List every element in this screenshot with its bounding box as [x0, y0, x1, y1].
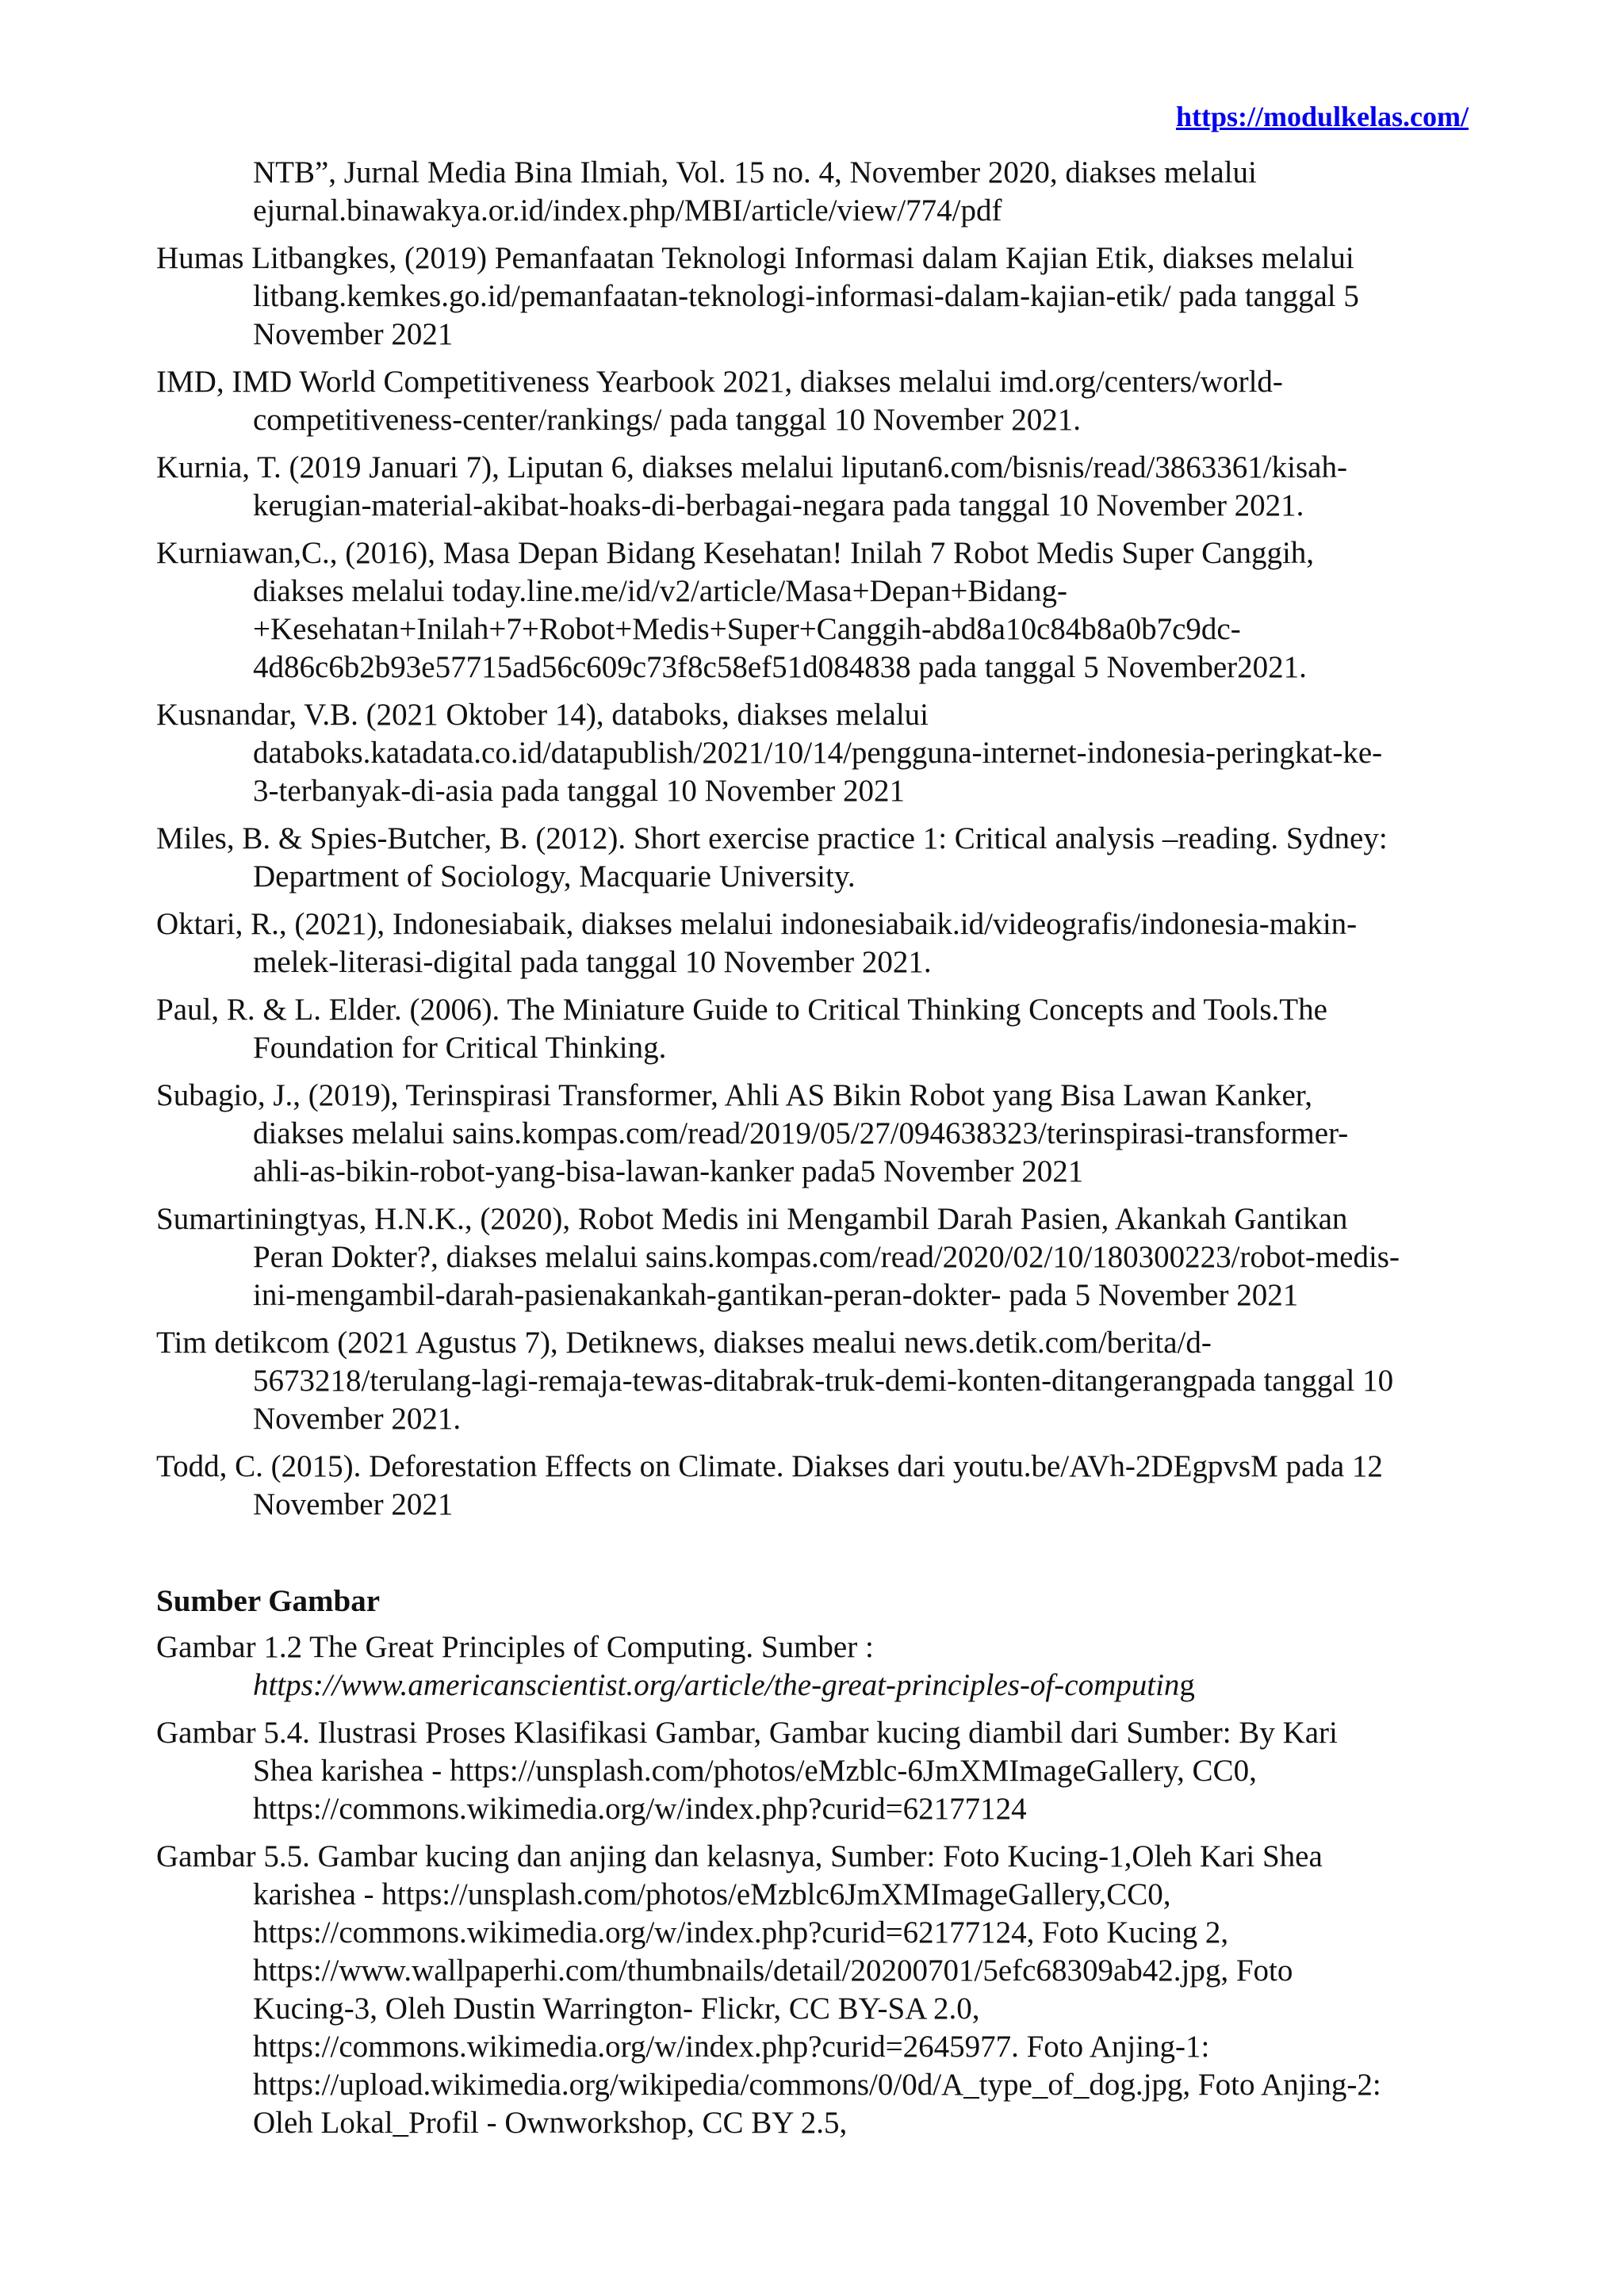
image-source-line: Oleh Lokal_Profil - Ownworkshop, CC BY 2.5, [253, 2106, 848, 2140]
image-source-line: Gambar 5.5. Gambar kucing dan anjing dan kelasnya, Sumber: Foto Kucing-1,Oleh Kari Shea [156, 1839, 1323, 1873]
reference-entry [156, 363, 1477, 439]
reference-line: melek-literasi-digital pada tanggal 10 November 2021. [253, 945, 932, 979]
bibliography-content [156, 154, 1477, 2152]
reference-line: databoks.katadata.co.id/datapublish/2021/10/14/pengguna-internet-indonesia-peringkat-ke- [253, 736, 1383, 770]
reference-line: Kusnandar, V.B. (2021 Oktober 14), databoks, diakses melalui [156, 698, 929, 732]
section-heading: Sumber Gambar [156, 1584, 381, 1618]
reference-entry [156, 1448, 1477, 1524]
image-source-line [253, 1667, 1477, 1705]
image-source-line: https://commons.wikimedia.org/w/index.php?curid=2645977. Foto Anjing-1: [253, 2030, 1210, 2064]
image-source-url: https://www.americanscientist.org/article/the-great-principles-of-computin [253, 1668, 1180, 1702]
image-source-line: karishea - https://unsplash.com/photos/eMzblc6JmXMImageGallery,CC0, [253, 1877, 1171, 1911]
reference-line: 4d86c6b2b93e57715ad56c609c73f8c58ef51d084838 pada tanggal 5 November2021. [253, 650, 1307, 684]
reference-line: competitiveness-center/rankings/ pada tanggal 10 November 2021. [253, 403, 1082, 437]
reference-line: diakses melalui today.line.me/id/v2/article/Masa+Depan+Bidang- [253, 574, 1068, 608]
reference-line: Tim detikcom (2021 Agustus 7), Detiknews, diakses mealui news.detik.com/berita/d- [156, 1326, 1212, 1360]
image-source-url-tail: g [1179, 1668, 1195, 1702]
reference-line: Paul, R. & L. Elder. (2006). The Miniature Guide to Critical Thinking Concepts and Tools.The [156, 993, 1327, 1027]
reference-entry [156, 1324, 1477, 1438]
reference-line: November 2021 [253, 317, 454, 351]
image-source-line: Gambar 1.2 The Great Principles of Computing. Sumber : [156, 1630, 874, 1664]
reference-line: IMD, IMD World Competitiveness Yearbook 2021, diakses melalui imd.org/centers/world- [156, 365, 1283, 399]
image-source-entry [156, 1714, 1477, 1828]
image-source-line: Kucing-3, Oleh Dustin Warrington- Flickr, CC BY-SA 2.0, [253, 1992, 980, 2026]
image-source-line: https://upload.wikimedia.org/wikipedia/commons/0/0d/A_type_of_dog.jpg, Foto Anjing-2: [253, 2068, 1381, 2102]
reference-line: Todd, C. (2015). Deforestation Effects on Climate. Diakses dari youtu.be/AVh-2DEgpvsM pada 12 [156, 1449, 1383, 1483]
image-source-line: https://www.wallpaperhi.com/thumbnails/detail/20200701/5efc68309ab42.jpg, Foto [253, 1954, 1293, 1988]
reference-line: Subagio, J., (2019), Terinspirasi Transformer, Ahli AS Bikin Robot yang Bisa Lawan Kanker, [156, 1078, 1312, 1112]
reference-line: ahli-as-bikin-robot-yang-bisa-lawan-kanker pada5 November 2021 [253, 1154, 1084, 1188]
image-source-entry [156, 1838, 1477, 2142]
reference-line: 5673218/terulang-lagi-remaja-tewas-ditabrak-truk-demi-konten-ditangerangpada tanggal 10 [253, 1364, 1394, 1398]
reference-line: kerugian-material-akibat-hoaks-di-berbagai-negara pada tanggal 10 November 2021. [253, 488, 1304, 522]
reference-line: ejurnal.binawakya.or.id/index.php/MBI/article/view/774/pdf [253, 193, 1002, 228]
reference-entry [156, 1077, 1477, 1191]
reference-line: Foundation for Critical Thinking. [253, 1031, 667, 1065]
reference-line: Peran Dokter?, diakses melalui sains.kompas.com/read/2020/02/10/180300223/robot-medis- [253, 1240, 1400, 1274]
reference-entry [156, 696, 1477, 810]
image-source-line: https://commons.wikimedia.org/w/index.php?curid=62177124 [253, 1792, 1027, 1826]
image-source-entry [156, 1628, 1477, 1705]
reference-line: Humas Litbangkes, (2019) Pemanfaatan Teknologi Informasi dalam Kajian Etik, diakses melalui [156, 241, 1354, 275]
reference-line: litbang.kemkes.go.id/pemanfaatan-teknologi-informasi-dalam-kajian-etik/ pada tanggal 5 [253, 279, 1359, 313]
reference-entry [156, 1200, 1477, 1314]
reference-line: Kurnia, T. (2019 Januari 7), Liputan 6, diakses melalui liputan6.com/bisnis/read/3863361/kisah- [156, 450, 1347, 484]
reference-entry [156, 905, 1477, 982]
reference-entry [156, 154, 1477, 230]
image-source-line: https://commons.wikimedia.org/w/index.php?curid=62177124, Foto Kucing 2, [253, 1915, 1229, 1950]
reference-line: 3-terbanyak-di-asia pada tanggal 10 November 2021 [253, 774, 905, 808]
image-source-line: Gambar 5.4. Ilustrasi Proses Klasifikasi Gambar, Gambar kucing diambil dari Sumber: By Kari [156, 1716, 1338, 1750]
reference-entry [156, 239, 1477, 354]
reference-line: NTB”, Jurnal Media Bina Ilmiah, Vol. 15 no. 4, November 2020, diakses melalui [253, 155, 1257, 189]
reference-line: Department of Sociology, Macquarie University. [253, 859, 856, 894]
reference-line: +Kesehatan+Inilah+7+Robot+Medis+Super+Canggih-abd8a10c84b8a0b7c9dc- [253, 612, 1241, 646]
reference-entry [156, 449, 1477, 525]
reference-line: November 2021 [253, 1487, 454, 1521]
reference-line: ini-mengambil-darah-pasienakankah-gantikan-peran-dokter- pada 5 November 2021 [253, 1278, 1299, 1312]
reference-line: diakses melalui sains.kompas.com/read/2019/05/27/094638323/terinspirasi-transformer- [253, 1116, 1349, 1150]
reference-line: Miles, B. & Spies-Butcher, B. (2012). Short exercise practice 1: Critical analysis –reading. Sydney: [156, 821, 1388, 855]
reference-line: Kurniawan,C., (2016), Masa Depan Bidang Kesehatan! Inilah 7 Robot Medis Super Canggih, [156, 536, 1315, 570]
reference-line: November 2021. [253, 1402, 462, 1436]
header-url-link[interactable]: https://modulkelas.com/ [1175, 101, 1469, 132]
image-source-line: Shea karishea - https://unsplash.com/photos/eMzblc-6JmXMImageGallery, CC0, [253, 1754, 1257, 1788]
reference-entry [156, 534, 1477, 687]
reference-entry [156, 991, 1477, 1067]
reference-line: Sumartiningtyas, H.N.K., (2020), Robot Medis ini Mengambil Darah Pasien, Akankah Gantikan [156, 1202, 1348, 1236]
reference-entry [156, 820, 1477, 896]
reference-line: Oktari, R., (2021), Indonesiabaik, diakses melalui indonesiabaik.id/videografis/indonesia-makin- [156, 907, 1358, 941]
